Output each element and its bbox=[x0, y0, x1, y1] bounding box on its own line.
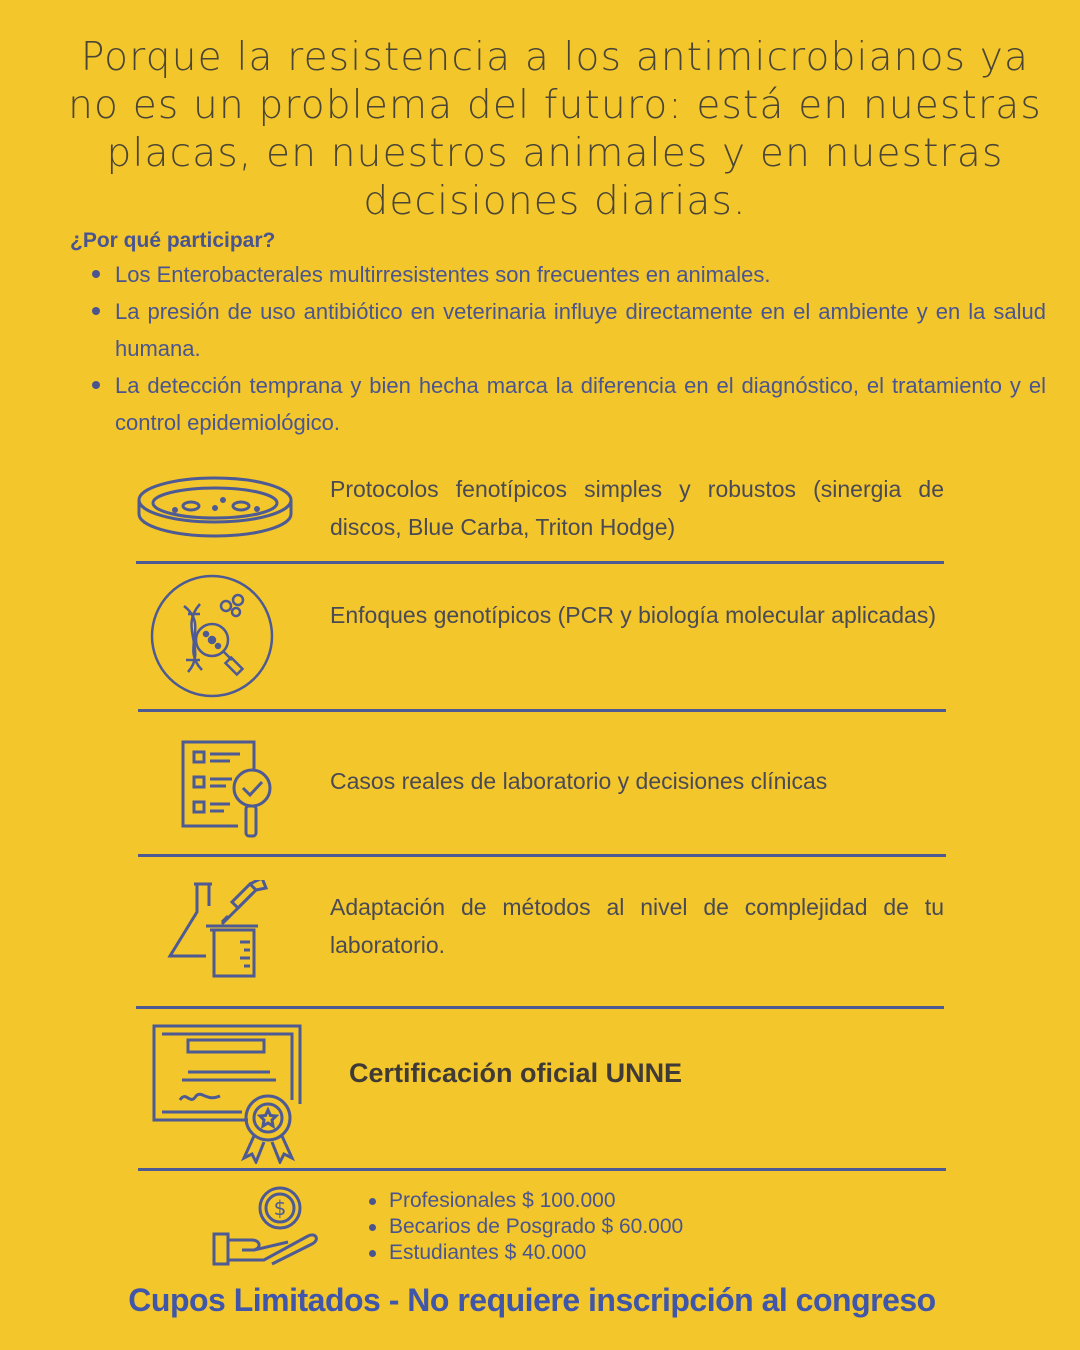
feature-text: Protocolos fenotípicos simples y robustos (sinergia de discos, Blue Carba, Triton Hodge) bbox=[330, 476, 944, 540]
dna-magnifier-icon bbox=[150, 574, 274, 698]
divider bbox=[138, 854, 946, 857]
price-item: Estudiantes $ 40.000 bbox=[367, 1240, 683, 1266]
svg-text:$: $ bbox=[273, 1196, 287, 1220]
divider bbox=[138, 1168, 946, 1171]
feature-text-certification: Certificación oficial UNNE bbox=[349, 1058, 683, 1088]
feature-text: Enfoques genotípicos (PCR y biología molecular aplicadas) bbox=[330, 602, 936, 628]
why-item: La detección temprana y bien hecha marca la diferencia en el diagnóstico, el tratamiento y el control epidemiológico. bbox=[88, 367, 1046, 441]
why-title: ¿Por qué participar? bbox=[70, 229, 276, 252]
lab-glassware-icon bbox=[166, 880, 276, 984]
feature-text: Casos reales de laboratorio y decisiones clínicas bbox=[330, 768, 828, 794]
footer-banner: Cupos Limitados - No requiere inscripción al congreso bbox=[128, 1282, 936, 1318]
checklist-magnifier-icon bbox=[180, 740, 280, 840]
why-list bbox=[88, 256, 1046, 441]
price-list bbox=[367, 1188, 683, 1266]
divider bbox=[136, 1006, 944, 1009]
why-item: La presión de uso antibiótico en veterinaria influye directamente en el ambiente y en la salud humana. bbox=[88, 293, 1046, 367]
price-item: Becarios de Posgrado $ 60.000 bbox=[367, 1214, 683, 1240]
hand-coin-icon bbox=[212, 1184, 322, 1270]
why-item: Los Enterobacterales multirresistentes son frecuentes en animales. bbox=[88, 256, 1046, 293]
certificate-icon bbox=[152, 1024, 308, 1164]
divider bbox=[136, 561, 944, 564]
divider bbox=[138, 709, 946, 712]
petri-dish-icon bbox=[135, 470, 295, 542]
feature-text: Adaptación de métodos al nivel de complejidad de tu laboratorio. bbox=[330, 894, 944, 958]
headline: Porque la resistencia a los antimicrobianos ya no es un problema del futuro: está en nuestras placas, en nuestros animales y en nuestras decisiones diarias. bbox=[68, 35, 1042, 224]
price-item: Profesionales $ 100.000 bbox=[367, 1188, 683, 1214]
